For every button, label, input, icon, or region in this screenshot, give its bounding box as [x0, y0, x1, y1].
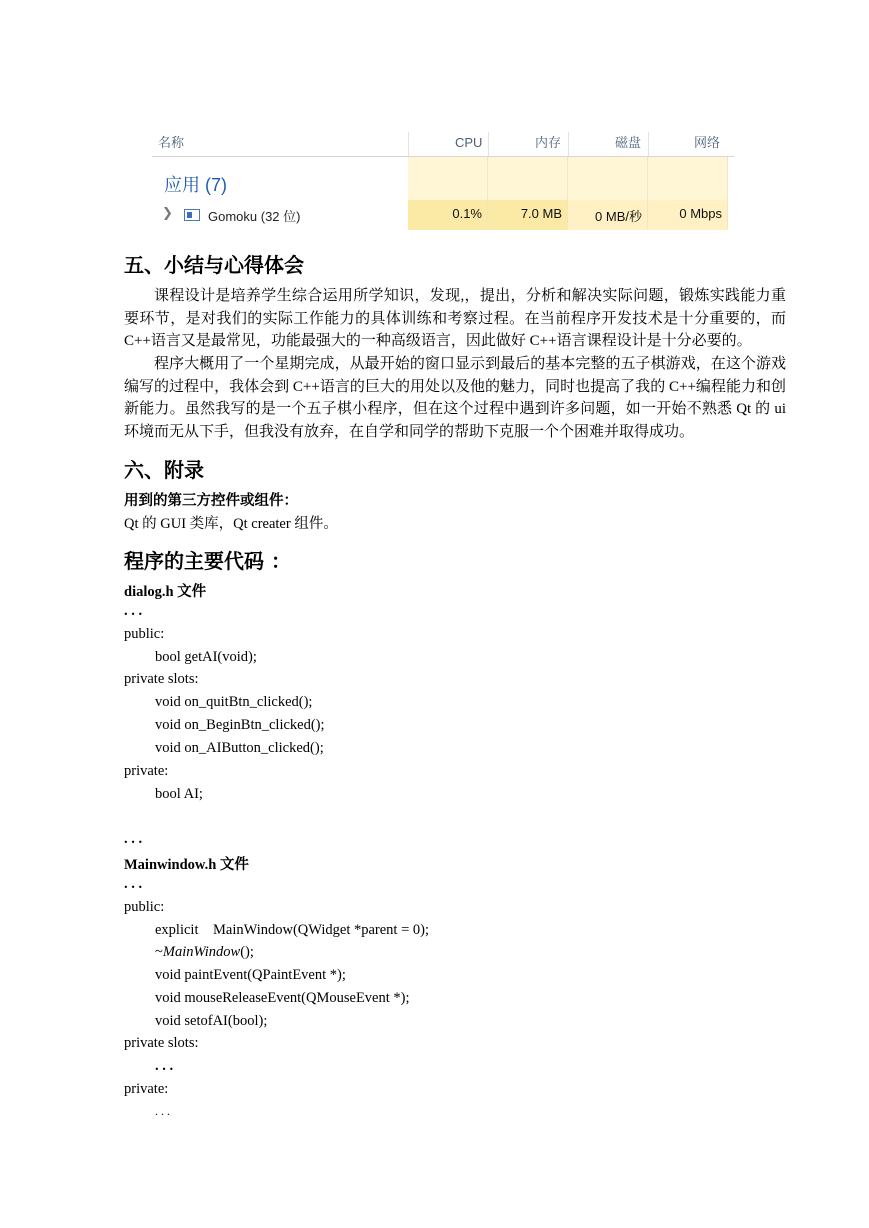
- column-disk: 磁盘: [615, 135, 642, 150]
- apps-group-label[interactable]: 应用 (7): [164, 175, 227, 195]
- process-memory: 7.0 MB: [520, 206, 562, 221]
- code-line: void on_quitBtn_clicked();: [155, 694, 313, 710]
- process-disk: 0 MB/秒: [595, 209, 642, 224]
- code-line: void on_BeginBtn_clicked();: [155, 717, 325, 733]
- summary-paragraph: 课程设计是培养学生综合运用所学知识，发现,，提出，分析和解决实际问题，锻炼实践能力重要环节，是对我们的实际工作能力的具体训练和考察过程。在当前程序开发技术是十分重要的，而C++语言又是最常见，功能最强大的一种高级语言，因此做好 C++语言课程设计是十分必要的。: [124, 288, 786, 350]
- file-title-dialog: dialog.h 文件: [124, 584, 207, 600]
- column-name: 名称: [158, 135, 185, 150]
- code-line: bool getAI(void);: [155, 649, 257, 665]
- chevron-right-icon[interactable]: ❯: [162, 205, 173, 220]
- code-line: ~MainWindow();: [155, 944, 254, 960]
- column-cpu: CPU: [455, 135, 483, 150]
- code-line: void mouseReleaseEvent(QMouseEvent *);: [155, 990, 410, 1006]
- column-divider: [648, 132, 649, 156]
- code-ellipsis: . . .: [155, 1058, 174, 1074]
- process-cpu: 0.1%: [452, 206, 482, 221]
- column-memory: 内存: [535, 135, 562, 150]
- code-line: public:: [124, 899, 165, 915]
- task-manager-screenshot: [152, 130, 734, 231]
- process-network: 0 Mbps: [679, 206, 722, 221]
- column-divider: [568, 132, 569, 156]
- appendix-body: Qt 的 GUI 类库，Qt creater 组件。: [124, 516, 338, 532]
- file-title-mainwindow: Mainwindow.h 文件: [124, 857, 249, 873]
- column-divider: [408, 132, 409, 156]
- code-ellipsis: . . .: [124, 876, 143, 892]
- group-memory-cell: [488, 157, 568, 200]
- code-line: void on_AIButton_clicked();: [155, 740, 324, 756]
- code-line: public:: [124, 626, 165, 642]
- code-line: private:: [124, 1081, 169, 1097]
- column-header-row: [152, 130, 734, 157]
- summary-paragraph: 程序大概用了一个星期完成，从最开始的窗口显示到最后的基本完整的五子棋游戏，在这个游戏编写的过程中，我体会到 C++语言的巨大的用处以及他的魅力，同时也提高了我的 C++编程能力和创新能力。虽然我写的是一个五子棋小程序，但在这个过程中遇到许多问题，如一开始不熟悉 Qt 的 ui 环境而无从下手，但我没有放弃，在自学和同学的帮助下克服一个个困难并取得成功。: [124, 356, 786, 440]
- code-ellipsis: . . .: [155, 1104, 170, 1118]
- process-name[interactable]: Gomoku (32 位): [208, 209, 301, 224]
- code-line: explicit MainWindow(QWidget *parent = 0);: [155, 922, 429, 938]
- section-heading-appendix: 六、附录: [124, 458, 204, 482]
- column-divider: [488, 132, 489, 156]
- group-disk-cell: [568, 157, 648, 200]
- section-heading-code: 程序的主要代码 ：: [124, 549, 291, 573]
- code-ellipsis: . . .: [124, 603, 143, 619]
- appendix-subheading: 用到的第三方控件或组件：: [124, 493, 298, 509]
- code-line-destructor: MainWindow: [162, 944, 241, 960]
- column-network: 网络: [694, 135, 721, 150]
- section-heading-summary: 五、小结与心得体会: [124, 253, 304, 277]
- code-line: bool AI;: [155, 786, 203, 802]
- code-line: private slots:: [124, 1035, 199, 1051]
- code-line: private slots:: [124, 671, 199, 687]
- group-network-cell: [648, 157, 728, 200]
- code-line: private:: [124, 763, 169, 779]
- code-ellipsis: . . .: [124, 831, 143, 847]
- group-cpu-cell: [408, 157, 488, 200]
- app-window-icon: [184, 209, 200, 221]
- code-line: void paintEvent(QPaintEvent *);: [155, 967, 346, 983]
- code-line: void setofAI(bool);: [155, 1013, 268, 1029]
